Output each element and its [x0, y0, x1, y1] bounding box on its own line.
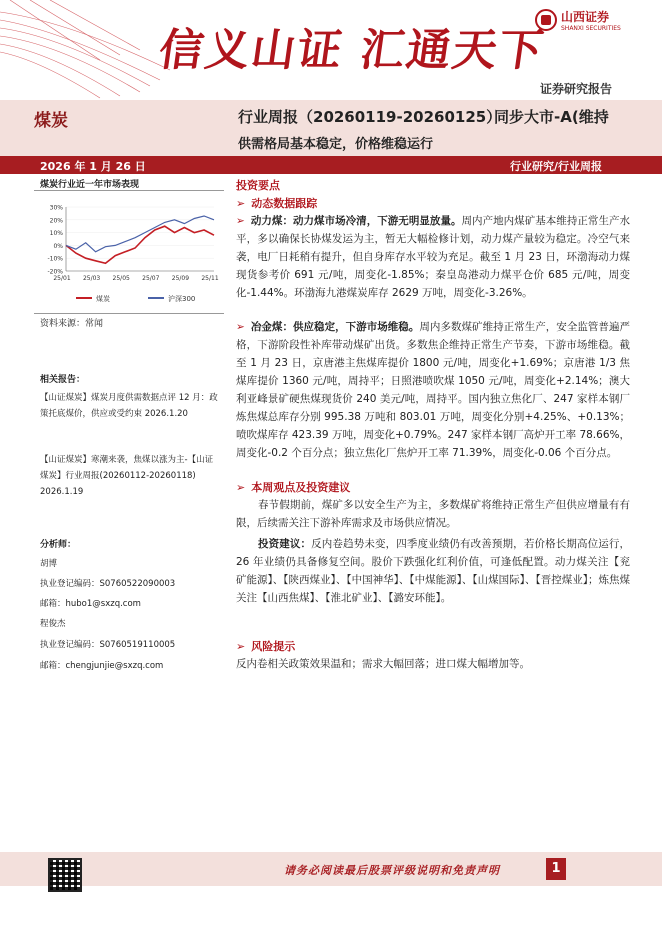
arrow-bullet-icon: ➢ [236, 197, 246, 210]
analysts-heading: 分析师： [40, 540, 77, 550]
risk-paragraph [236, 655, 630, 673]
document-type: 证券研究报告 [540, 82, 613, 96]
report-headline: 供需格局基本稳定，价格维稳运行 [238, 137, 434, 152]
y-tick-label: 20% [49, 217, 63, 225]
logo-icon [535, 9, 557, 31]
analyst-name: 胡博 [40, 559, 58, 569]
logo-name: 山西证券 [561, 10, 610, 24]
paragraph-body: 反内卷趋势未变，四季度业绩仍有改善预期，若价格长期高位运行，26 年业绩仍具备修复空间。股价下跌强化红利价值，可逢低配置。动力煤关注【兖矿能源】、【陕西煤业】、【中国神华】、【中煤能源】、【山煤国际】、【晋控煤业】；炼焦煤关注【山西焦煤】、【淮北矿业】、【潞安环能】。 [236, 538, 631, 604]
weekly-view-paragraph [236, 496, 630, 532]
y-tick-label: 10% [49, 230, 63, 238]
paragraph-body: 周内产地内煤矿基本维持正常生产水平，多以确保长协煤发运为主，暂无大幅检修计划，动力煤产量较为稳定。冷空气来袭，电厂日耗稍有提升，但自身库存水平较为充足。截至 1 月 23 日，环渤海动力煤现货参考价 691 元/吨，周变化-1.85%；秦皇岛港动力煤平仓价 685 元/吨，周变化-1.44%。环渤海九港煤炭库存 2629 万吨，周变化-3.26%。 [236, 215, 631, 299]
report-period: 行业周报（20260119-20260125） [238, 108, 502, 126]
sector-name: 煤炭 [34, 111, 68, 131]
arrow-bullet-icon: ➢ [236, 481, 246, 494]
x-tick-label: 25/09 [171, 275, 190, 282]
paragraph-lead: 动力煤：动力煤市场冷清，下游无明显放量。 [250, 215, 462, 227]
x-tick-label: 25/07 [142, 275, 160, 282]
header-banner [0, 0, 662, 104]
x-tick-label: 25/05 [112, 275, 130, 282]
coking-coal-paragraph [236, 318, 630, 462]
y-tick-label: -10% [47, 255, 63, 263]
x-tick-label: 25/11 [201, 275, 219, 282]
analyst-email[interactable]: 邮箱：chengjunjie@sxzq.com [40, 661, 164, 671]
chart-title: 煤炭行业近一年市场表现 [40, 180, 140, 190]
x-tick-label: 25/03 [82, 275, 101, 282]
y-tick-label: -20% [47, 268, 63, 276]
company-logo [535, 8, 621, 32]
rating: 同步大市-A(维持 [494, 108, 609, 126]
market-chart [34, 190, 224, 314]
page-number: 1 [546, 858, 566, 880]
arrow-bullet-icon: ➢ [236, 640, 246, 653]
investment-advice-paragraph [236, 535, 630, 607]
x-tick-label: 25/01 [53, 275, 71, 282]
thermal-coal-paragraph [236, 212, 630, 302]
section-investment-points: 投资要点 [236, 179, 280, 192]
arrow-bullet-icon: ➢ [236, 215, 245, 227]
analyst-license: 执业登记编码：S0760519110005 [40, 640, 176, 650]
related-report-1[interactable]: 【山证煤炭】煤炭月度供需数据点评 12 月：政策托底煤价，供应或受约束 2026.1.20 [40, 393, 218, 419]
analyst-email[interactable]: 邮箱：hubo1@sxzq.com [40, 599, 141, 609]
section-label: 本周观点及投资建议 [251, 481, 351, 494]
arrow-bullet-icon: ➢ [236, 321, 245, 333]
disclaimer-link[interactable]: 请务必阅读最后股票评级说明和免责声明 [284, 864, 500, 877]
related-report-2[interactable]: 【山证煤炭】寒潮来袭，焦煤以涨为主-【山证煤炭】行业周报(20260112-20260118) 2026.1.19 [40, 455, 214, 497]
paragraph-lead: 投资建议： [258, 538, 312, 550]
related-reports-heading: 相关报告： [40, 375, 86, 385]
section-label: 动态数据跟踪 [251, 197, 318, 210]
paragraph-body: 反内卷相关政策效果温和；需求大幅回落；进口煤大幅增加等。 [236, 658, 530, 670]
analyst-license: 执业登记编码：S0760522090003 [40, 579, 176, 589]
report-date: 2026 年 1 月 26 日 [40, 160, 146, 173]
y-tick-label: 0% [53, 242, 63, 250]
report-category: 行业研究/行业周报 [510, 160, 603, 173]
chart-svg [34, 191, 224, 313]
legend-label: 沪深300 [168, 295, 196, 303]
section-weekly-view [236, 479, 350, 495]
brand-slogan: 信义山证 汇通天下 [155, 25, 549, 76]
decorative-lines-icon [0, 0, 180, 100]
logo-name-en: SHANXI SECURITIES [561, 25, 621, 32]
chart-source: 资料来源：常闻 [40, 319, 104, 329]
analyst-name: 程俊杰 [40, 619, 66, 629]
section-label: 风险提示 [251, 640, 296, 653]
paragraph-body: 周内多数煤矿维持正常生产，安全监管普遍严格，下游阶段性补库带动煤矿出货。多数焦企维持正常生产节奏，下游市场维稳。截至 1 月 23 日，京唐港主焦煤库提价 1800 元/吨，周变化+1.69%；京唐港 1/3 焦煤库提价 1360 元/吨，周持平；日照港喷吹煤 1050 元/吨，周变化+2.14%；澳大利亚峰景矿硬焦煤现货价 240 美元/吨，周持平。国内独立焦化厂、247 家样本钢厂炼焦煤总库存分别 995.38 万吨和 803.01 万吨，周变化分别+4.25%、+0.13%；喷吹煤库存 423.39 万吨，周变化+0.79%。247 家样本钢厂高炉开工率 78.66%，周变化-0.2 个百分点；独立焦化厂焦炉开工率 71.39%，周变化-0.06 个百分点。 [236, 321, 631, 459]
paragraph-body: 春节假期前，煤矿多以安全生产为主，多数煤矿将维持正常生产但供应增量有有限，后续需关注下游补库需求及市场供应情况。 [236, 499, 630, 529]
section-risk [236, 638, 295, 654]
series-line-1 [66, 216, 214, 252]
y-tick-label: 30% [49, 204, 63, 212]
section-data-tracking [236, 195, 317, 211]
qr-code-icon [48, 858, 82, 892]
legend-label: 煤炭 [96, 295, 110, 303]
paragraph-lead: 冶金煤：供应稳定，下游市场维稳。 [250, 321, 420, 333]
